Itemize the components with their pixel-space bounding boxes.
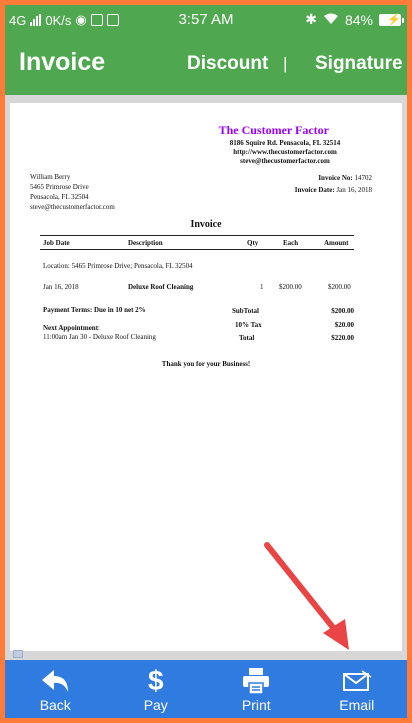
row-each: $200.00	[279, 283, 302, 291]
wifi-icon	[323, 12, 339, 28]
invoice-date: Jan 16, 2018	[336, 186, 372, 194]
subtotal-value: $200.00	[331, 307, 354, 315]
back-arrow-icon	[38, 666, 72, 696]
back-label: Back	[39, 697, 71, 713]
invoice-date-label: Invoice Date:	[294, 186, 335, 194]
row-qty: 1	[260, 283, 264, 291]
print-label: Print	[241, 697, 271, 713]
messenger-icon: ◉	[75, 12, 87, 27]
customer-street: 5465 Primrose Drive	[30, 183, 89, 191]
row-amount: $200.00	[328, 283, 351, 291]
company-url: http://www.thecustomerfactor.com	[233, 148, 337, 156]
total-label: Total	[239, 334, 255, 342]
next-appt-label: Next Appointment	[43, 324, 99, 332]
invoice-heading: Invoice	[190, 219, 222, 230]
customer-city: Pensacola, FL 32504	[30, 193, 89, 201]
column-header-amount: Amount	[324, 239, 349, 247]
customer-name: William Berry	[30, 173, 71, 181]
pay-label: Pay	[143, 697, 168, 713]
status-time: 3:57 AM	[178, 11, 234, 28]
table-header	[40, 235, 354, 250]
page-title: Invoice	[19, 48, 106, 76]
customer-block	[30, 172, 115, 212]
next-appointment: Next Appointment: 11:00am Jan 30 - Deluxe Roof Cleaning	[43, 324, 163, 342]
battery-percent: 84%	[344, 11, 373, 28]
company-address: 8186 Squire Rd. Pensacola, FL 32514	[229, 139, 341, 147]
job-location: Location: 5465 Primrose Drive; Pensacola, FL 32504	[43, 262, 193, 270]
invoice-no: 14702	[354, 174, 372, 182]
back-button[interactable]	[5, 660, 106, 718]
company-name: The Customer Factor	[218, 123, 329, 137]
scroll-indicator	[13, 650, 23, 658]
invoice-document	[10, 103, 402, 651]
bottom-nav	[5, 660, 407, 718]
total-value: $220.00	[331, 334, 354, 342]
invoice-no-label: Invoice No:	[318, 174, 353, 182]
email-button[interactable]	[307, 660, 408, 718]
column-header-qty: Qty	[247, 239, 259, 247]
envelope-icon	[340, 666, 374, 696]
signature-button[interactable]: Signature	[315, 53, 403, 74]
status-bar	[5, 5, 407, 35]
column-header-job-date: Job Date	[43, 239, 70, 247]
row-description: Deluxe Roof Cleaning	[128, 283, 194, 291]
dollar-icon: $	[147, 665, 164, 696]
next-appt-text: 11:00am Jan 30 - Deluxe Roof Cleaning	[43, 333, 156, 341]
customer-email: steve@thecustomerfactor.com	[30, 203, 115, 211]
column-header-each: Each	[283, 239, 299, 247]
tax-value: $20.00	[334, 321, 354, 329]
network-speed: 0K/s	[45, 12, 72, 28]
appbar-divider: |	[283, 54, 288, 73]
payment-terms: Payment Terms: Due in 10 net 2%	[43, 306, 146, 314]
app-frame	[5, 5, 407, 718]
company-email: steve@thecustomerfactor.com	[240, 157, 330, 165]
bluetooth-icon: ✱	[305, 11, 317, 27]
email-label: Email	[339, 697, 375, 713]
network-type: 4G	[9, 12, 27, 28]
tax-label: 10% Tax	[235, 321, 262, 329]
app-bar	[5, 35, 407, 95]
subtotal-label: SubTotal	[232, 307, 259, 315]
invoice-preview-area[interactable]	[5, 95, 407, 660]
printer-icon	[239, 666, 273, 696]
discount-button[interactable]: Discount	[187, 53, 269, 74]
invoice-meta	[295, 172, 372, 196]
thank-you-note: Thank you for your Business!	[161, 360, 251, 368]
pay-button[interactable]	[106, 660, 207, 718]
status-right	[305, 11, 401, 28]
battery-icon: ⚡	[379, 14, 401, 26]
row-date: Jan 16, 2018	[43, 283, 79, 291]
column-header-description: Description	[128, 239, 163, 247]
print-button[interactable]	[206, 660, 307, 718]
